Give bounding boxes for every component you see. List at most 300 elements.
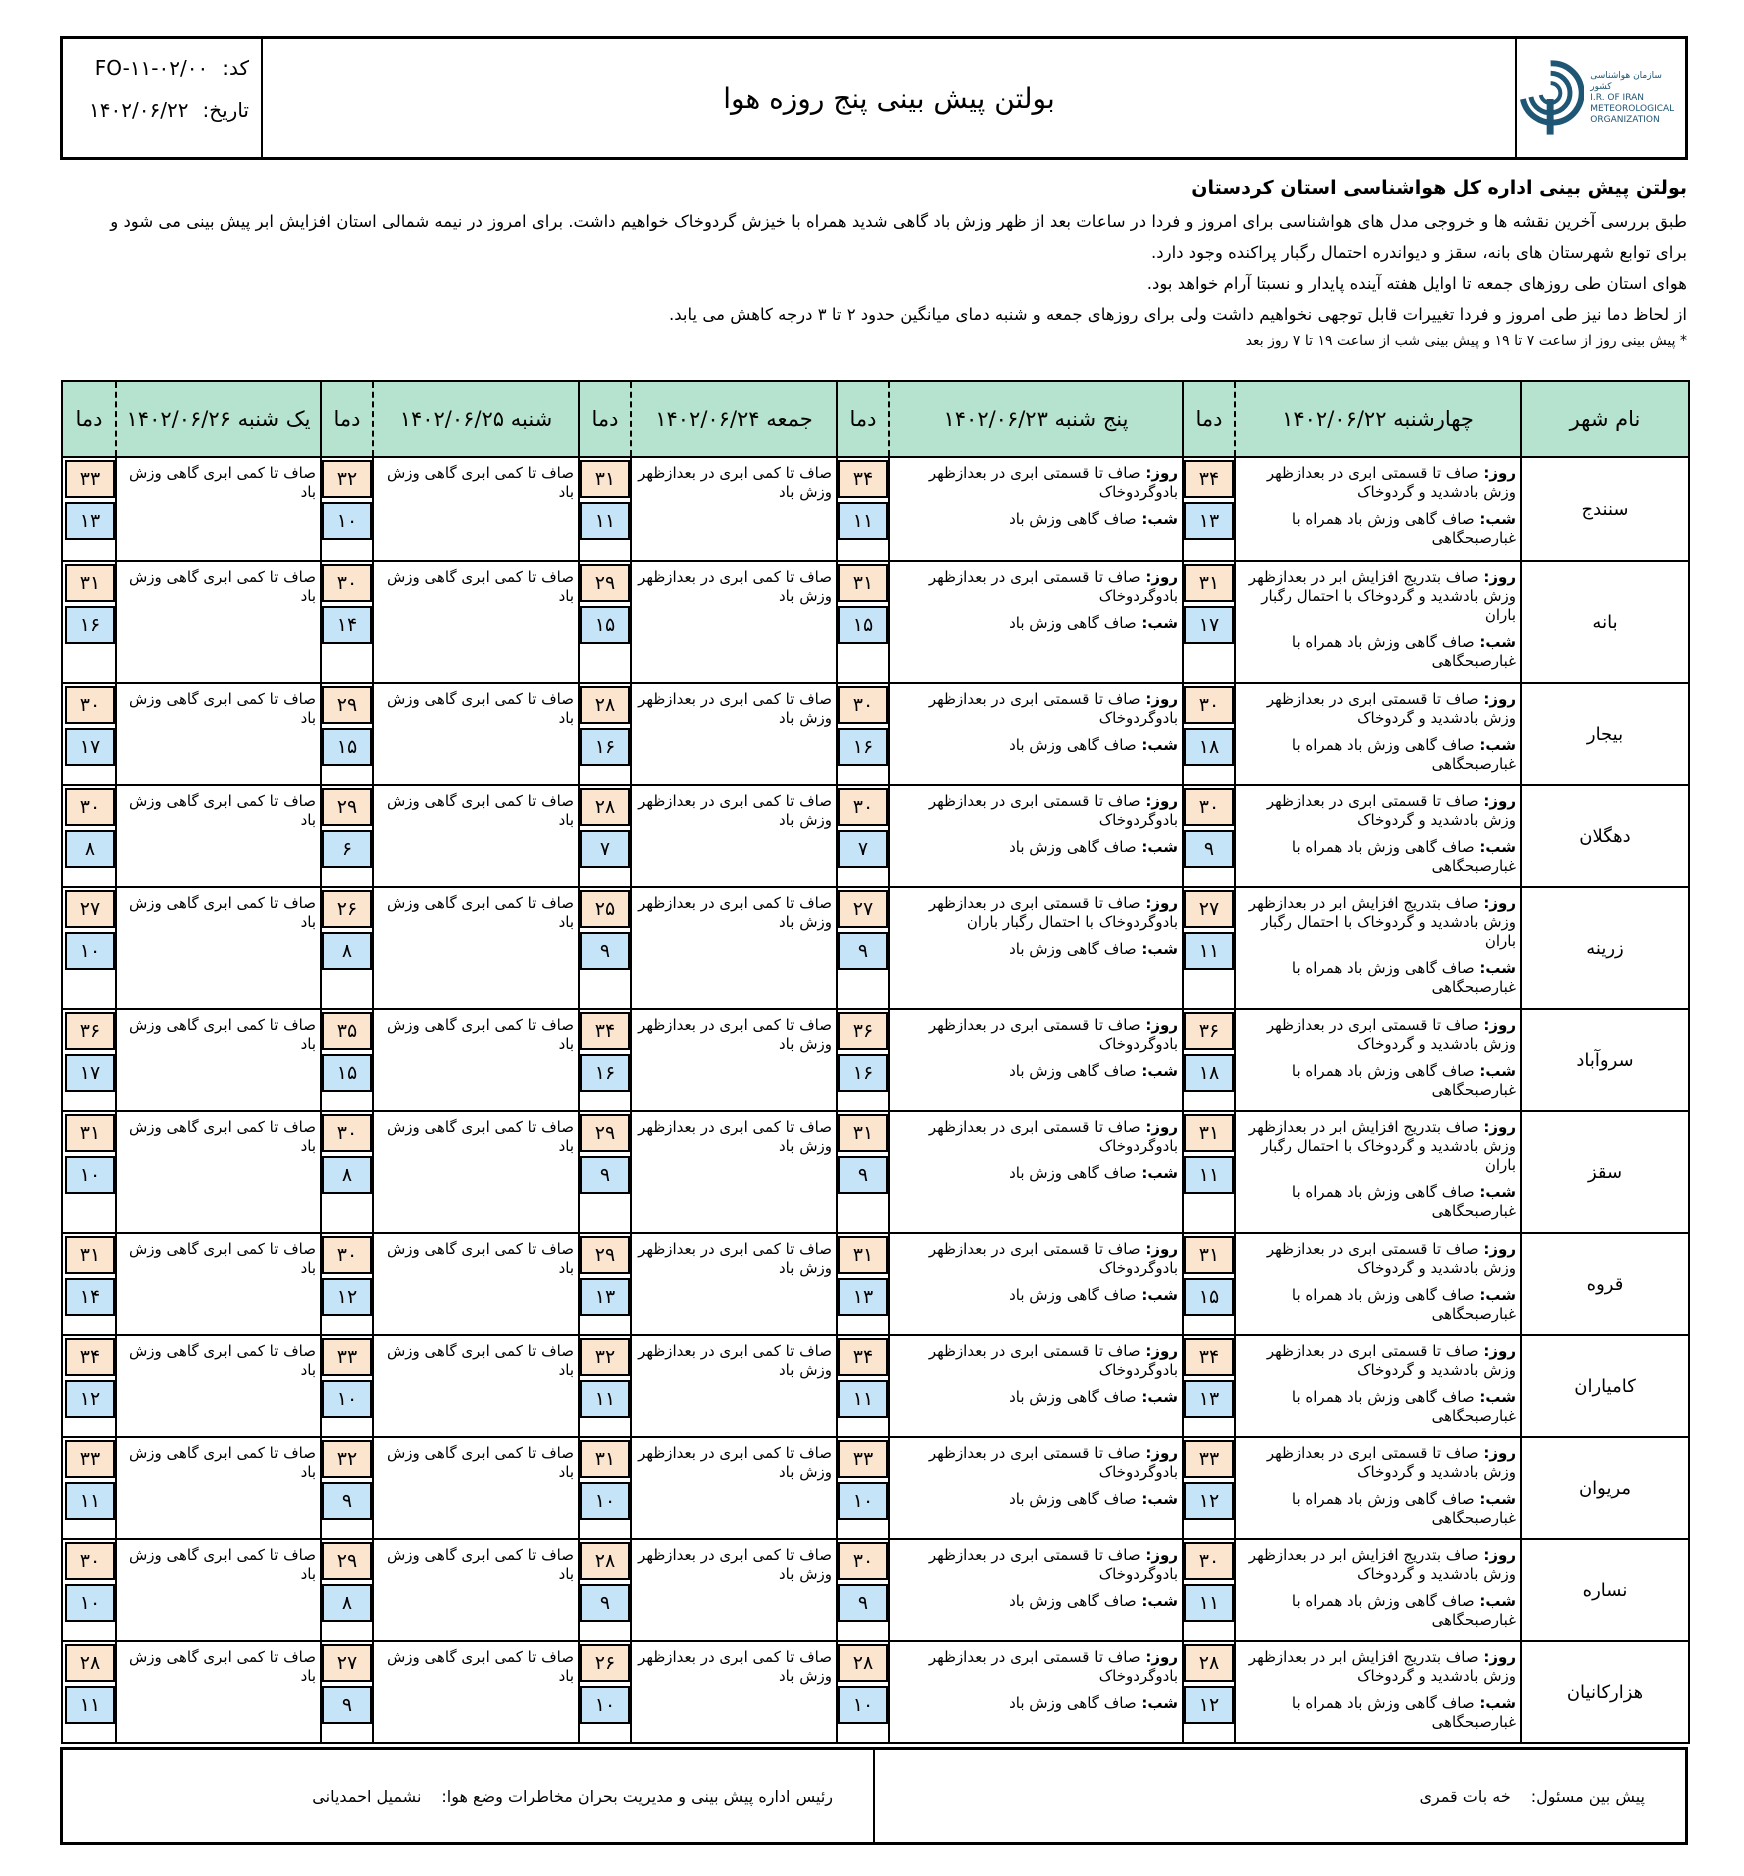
max-temperature: ۲۸ [580, 1542, 630, 1580]
min-temperature: ۱۳ [580, 1278, 630, 1316]
day-forecast-text: صاف تا قسمتی ابری در بعدازظهر بادوگردوخاک [928, 1240, 1178, 1277]
forecast-cell-day-4 [373, 887, 579, 1009]
max-temperature: ۳۲ [322, 460, 372, 498]
night-forecast [896, 1388, 1178, 1407]
min-temperature: ۷ [580, 830, 630, 868]
night-forecast [1242, 1286, 1516, 1324]
forecast-cell-day-1 [1235, 1335, 1521, 1437]
forecast-cell-day-3 [631, 1111, 837, 1233]
min-temperature: ۱۶ [65, 606, 115, 644]
forecast-cell-day-3 [631, 887, 837, 1009]
night-forecast [896, 940, 1178, 959]
min-temperature: ۱۸ [1184, 728, 1234, 766]
forecast-text: صاف تا کمی ابری گاهی وزش باد [386, 690, 574, 727]
forecast-text: صاف تا کمی ابری گاهی وزش باد [386, 1016, 574, 1053]
min-temperature: ۷ [838, 830, 888, 868]
temperature-cell-day-3 [579, 683, 631, 785]
night-forecast [1242, 510, 1516, 548]
day-label: روز: [1483, 1444, 1516, 1462]
max-temperature: ۳۰ [322, 564, 372, 602]
day-forecast [896, 894, 1178, 932]
max-temperature: ۳۱ [65, 1114, 115, 1152]
forecast-cell-day-4 [373, 1111, 579, 1233]
min-temperature: ۱۵ [322, 1054, 372, 1092]
day-label: روز: [1145, 1240, 1178, 1258]
day-label: روز: [1483, 464, 1516, 482]
max-temperature: ۲۸ [65, 1644, 115, 1682]
night-label: شب: [1479, 1388, 1516, 1406]
min-temperature: ۹ [322, 1482, 372, 1520]
temperature-cell-day-1 [1183, 1539, 1235, 1641]
city-name: نساره [1521, 1539, 1689, 1641]
min-temperature: ۹ [580, 932, 630, 970]
min-temperature: ۱۸ [1184, 1054, 1234, 1092]
min-temperature: ۱۰ [322, 1380, 372, 1418]
temperature-cell-day-2 [837, 561, 889, 683]
min-temperature: ۱۰ [65, 1156, 115, 1194]
day-label: روز: [1145, 690, 1178, 708]
night-forecast-text: صاف گاهی وزش باد همراه با غبارصبحگاهی [1291, 1183, 1516, 1220]
night-forecast-text: صاف گاهی وزش باد [1009, 940, 1137, 958]
forecaster-label: پیش بین مسئول: [1530, 1786, 1645, 1806]
temperature-cell-day-4 [321, 785, 373, 887]
min-temperature: ۱۵ [580, 606, 630, 644]
forecast-text: صاف تا کمی ابری گاهی وزش باد [128, 1240, 316, 1277]
forecast-cell-day-1 [1235, 887, 1521, 1009]
forecast-cell-day-5 [116, 1437, 321, 1539]
max-temperature: ۳۰ [838, 1542, 888, 1580]
column-header-day-1: چهارشنبه ۱۴۰۲/۰۶/۲۲ [1235, 381, 1521, 457]
day-forecast [896, 1444, 1178, 1482]
forecast-cell-day-3 [631, 457, 837, 561]
temperature-cell-day-5 [62, 1437, 116, 1539]
min-temperature: ۱۶ [580, 1054, 630, 1092]
night-forecast [896, 838, 1178, 857]
min-temperature: ۱۱ [580, 502, 630, 540]
min-temperature: ۹ [580, 1584, 630, 1622]
night-forecast-text: صاف گاهی وزش باد همراه با غبارصبحگاهی [1291, 1286, 1516, 1323]
min-temperature: ۱۰ [580, 1686, 630, 1724]
max-temperature: ۲۷ [65, 890, 115, 928]
day-label: روز: [1145, 1546, 1178, 1564]
min-temperature: ۱۷ [65, 1054, 115, 1092]
max-temperature: ۳۰ [1184, 1542, 1234, 1580]
day-forecast-text: صاف بتدریج افزایش ابر در بعدازظهر وزش بادشدید و گردوخاک با احتمال رگبار باران [1248, 894, 1516, 950]
min-temperature: ۱۵ [322, 728, 372, 766]
forecast-text: صاف تا کمی ابری گاهی وزش باد [128, 792, 316, 829]
night-label: شب: [1479, 633, 1516, 651]
bulletin-title: بولتن پیش بینی پنج روزه هوا [723, 81, 1055, 115]
temperature-cell-day-3 [579, 1641, 631, 1743]
forecast-cell-day-2 [889, 1641, 1183, 1743]
forecast-text: صاف تا کمی ابری گاهی وزش باد [128, 464, 316, 501]
day-label: روز: [1483, 792, 1516, 810]
day-label: روز: [1483, 894, 1516, 912]
min-temperature: ۱۴ [65, 1278, 115, 1316]
forecast-text: صاف تا کمی ابری گاهی وزش باد [386, 1546, 574, 1583]
forecast-cell-day-5 [116, 785, 321, 887]
max-temperature: ۳۱ [580, 1440, 630, 1478]
max-temperature: ۲۷ [322, 1644, 372, 1682]
night-forecast-text: صاف گاهی وزش باد [1009, 1490, 1137, 1508]
max-temperature: ۳۴ [65, 1338, 115, 1376]
forecast-text: صاف تا کمی ابری گاهی وزش باد [386, 568, 574, 605]
night-forecast-text: صاف گاهی وزش باد همراه با غبارصبحگاهی [1291, 633, 1516, 670]
day-label: روز: [1483, 1118, 1516, 1136]
intro-note: * پیش بینی روز از ساعت ۷ تا ۱۹ و پیش بینی شب از ساعت ۱۹ تا ۷ روز بعد [1245, 333, 1687, 349]
night-label: شب: [1141, 1286, 1178, 1304]
city-name: مریوان [1521, 1437, 1689, 1539]
table-row [62, 1233, 1689, 1335]
city-name: سقز [1521, 1111, 1689, 1233]
night-forecast [1242, 1694, 1516, 1732]
table-row [62, 1641, 1689, 1743]
forecast-text: صاف تا کمی ابری گاهی وزش باد [128, 1546, 316, 1583]
city-name: قروه [1521, 1233, 1689, 1335]
night-forecast-text: صاف گاهی وزش باد [1009, 1388, 1137, 1406]
night-forecast-text: صاف گاهی وزش باد [1009, 838, 1137, 856]
head-signature [63, 1750, 873, 1842]
max-temperature: ۳۱ [580, 460, 630, 498]
night-forecast [896, 1062, 1178, 1081]
forecast-cell-day-5 [116, 1233, 321, 1335]
max-temperature: ۲۶ [580, 1644, 630, 1682]
day-label: روز: [1483, 1016, 1516, 1034]
day-forecast [896, 1016, 1178, 1054]
forecast-text: صاف تا کمی ابری در بعدازظهر وزش باد [638, 1016, 832, 1053]
temperature-cell-day-4 [321, 1009, 373, 1111]
night-forecast [896, 510, 1178, 529]
temperature-cell-day-2 [837, 1437, 889, 1539]
forecast-cell-day-4 [373, 1233, 579, 1335]
column-header-day-5: یک شنبه ۱۴۰۲/۰۶/۲۶ [116, 381, 321, 457]
min-temperature: ۱۱ [65, 1482, 115, 1520]
day-forecast-text: صاف تا قسمتی ابری در بعدازظهر بادوگردوخاک [928, 464, 1178, 501]
forecast-cell-day-2 [889, 1111, 1183, 1233]
temperature-cell-day-5 [62, 1111, 116, 1233]
min-temperature: ۹ [580, 1156, 630, 1194]
forecast-text: صاف تا کمی ابری گاهی وزش باد [386, 464, 574, 501]
day-forecast-text: صاف بتدریج افزایش ابر در بعدازظهر وزش بادشدید و گردوخاک با احتمال رگبار باران [1248, 568, 1516, 624]
day-forecast-text: صاف تا قسمتی ابری در بعدازظهر بادوگردوخاک [928, 1546, 1178, 1583]
forecast-cell-day-3 [631, 1437, 837, 1539]
night-forecast [896, 736, 1178, 755]
forecast-cell-day-3 [631, 1641, 837, 1743]
day-forecast [1242, 690, 1516, 728]
column-header-day-4: شنبه ۱۴۰۲/۰۶/۲۵ [373, 381, 579, 457]
day-forecast-text: صاف بتدریج افزایش ابر در بعدازظهر وزش بادشدید و گردوخاک [1248, 1546, 1516, 1583]
min-temperature: ۶ [322, 830, 372, 868]
forecast-cell-day-1 [1235, 683, 1521, 785]
day-forecast [1242, 1240, 1516, 1278]
day-forecast [1242, 464, 1516, 502]
max-temperature: ۲۹ [322, 1542, 372, 1580]
night-forecast [896, 1694, 1178, 1713]
temperature-cell-day-2 [837, 1009, 889, 1111]
temperature-cell-day-3 [579, 1009, 631, 1111]
head-label: رئیس اداره پیش بینی و مدیریت بحران مخاطرات وضع هوا: [441, 1786, 833, 1806]
temperature-cell-day-4 [321, 1641, 373, 1743]
night-label: شب: [1479, 1694, 1516, 1712]
max-temperature: ۳۰ [1184, 788, 1234, 826]
max-temperature: ۳۲ [580, 1338, 630, 1376]
intro-text [95, 172, 1687, 352]
temperature-cell-day-4 [321, 1233, 373, 1335]
night-forecast-text: صاف گاهی وزش باد [1009, 510, 1137, 528]
max-temperature: ۳۰ [838, 686, 888, 724]
forecast-cell-day-1 [1235, 1437, 1521, 1539]
day-forecast [896, 1240, 1178, 1278]
temperature-cell-day-1 [1183, 1111, 1235, 1233]
night-label: شب: [1141, 1062, 1178, 1080]
min-temperature: ۱۱ [580, 1380, 630, 1418]
night-forecast-text: صاف گاهی وزش باد همراه با غبارصبحگاهی [1291, 1694, 1516, 1731]
max-temperature: ۲۷ [838, 890, 888, 928]
logo [1515, 39, 1685, 157]
day-label: روز: [1145, 1118, 1178, 1136]
temperature-cell-day-5 [62, 683, 116, 785]
night-label: شب: [1479, 736, 1516, 754]
temperature-cell-day-5 [62, 1009, 116, 1111]
forecast-cell-day-1 [1235, 1233, 1521, 1335]
night-forecast-text: صاف گاهی وزش باد همراه با غبارصبحگاهی [1291, 959, 1516, 996]
day-forecast-text: صاف تا قسمتی ابری در بعدازظهر بادوگردوخاک [928, 1648, 1178, 1685]
max-temperature: ۳۳ [838, 1440, 888, 1478]
day-forecast [896, 568, 1178, 606]
max-temperature: ۳۱ [1184, 1236, 1234, 1274]
max-temperature: ۳۰ [65, 686, 115, 724]
forecast-cell-day-4 [373, 683, 579, 785]
min-temperature: ۱۰ [838, 1686, 888, 1724]
max-temperature: ۳۱ [65, 564, 115, 602]
forecast-cell-day-1 [1235, 561, 1521, 683]
city-name: زرینه [1521, 887, 1689, 1009]
temperature-cell-day-1 [1183, 1437, 1235, 1539]
column-header-temp: دما [321, 381, 373, 457]
forecast-text: صاف تا کمی ابری گاهی وزش باد [128, 1118, 316, 1155]
temperature-cell-day-5 [62, 1335, 116, 1437]
forecast-text: صاف تا کمی ابری گاهی وزش باد [386, 1118, 574, 1155]
forecast-text: صاف تا کمی ابری گاهی وزش باد [128, 690, 316, 727]
column-header-temp: دما [1183, 381, 1235, 457]
night-forecast-text: صاف گاهی وزش باد همراه با غبارصبحگاهی [1291, 1388, 1516, 1425]
forecast-cell-day-1 [1235, 785, 1521, 887]
min-temperature: ۱۲ [1184, 1482, 1234, 1520]
min-temperature: ۹ [838, 1156, 888, 1194]
forecast-cell-day-4 [373, 1641, 579, 1743]
night-label: شب: [1141, 1694, 1178, 1712]
column-header-day-2: پنج شنبه ۱۴۰۲/۰۶/۲۳ [889, 381, 1183, 457]
night-label: شب: [1141, 510, 1178, 528]
max-temperature: ۳۰ [65, 1542, 115, 1580]
intro-paragraph-3: از لحاظ دما نیز طی امروز و فردا تغییرات قابل توجهی نخواهیم داشت ولی برای روزهای جمعه و شنبه دمای میانگین حدود ۲ تا ۳ درجه کاهش می یابد. [669, 305, 1687, 324]
table-header-row [62, 381, 1689, 457]
forecast-text: صاف تا کمی ابری در بعدازظهر وزش باد [638, 792, 832, 829]
temperature-cell-day-1 [1183, 457, 1235, 561]
forecast-cell-day-5 [116, 1335, 321, 1437]
night-forecast [1242, 959, 1516, 997]
temperature-cell-day-2 [837, 1335, 889, 1437]
temperature-cell-day-2 [837, 683, 889, 785]
day-forecast [896, 690, 1178, 728]
intro-paragraph-1: طبق بررسی آخرین نقشه ها و خروجی مدل های هواشناسی برای امروز و فردا در ساعات بعد از ظهر وزش باد گاهی شدید همراه با خیزش گردوخاک خواهیم داشت. برای امروز در نیمه شمالی استان افزایش ابر پیش بینی می شود و برای توابع شهرستان های بانه، سقز و دیواندره احتمال رگبار پراکنده وجود دارد. [110, 212, 1687, 262]
min-temperature: ۱۰ [65, 1584, 115, 1622]
night-label: شب: [1479, 1183, 1516, 1201]
temperature-cell-day-3 [579, 785, 631, 887]
meteorological-organization-logo-icon [1517, 59, 1584, 137]
forecast-cell-day-5 [116, 1539, 321, 1641]
column-header-day-3: جمعه ۱۴۰۲/۰۶/۲۴ [631, 381, 837, 457]
max-temperature: ۲۵ [580, 890, 630, 928]
forecast-text: صاف تا کمی ابری در بعدازظهر وزش باد [638, 1342, 832, 1379]
table-row [62, 683, 1689, 785]
night-label: شب: [1141, 1388, 1178, 1406]
forecast-text: صاف تا کمی ابری در بعدازظهر وزش باد [638, 1648, 832, 1685]
forecast-text: صاف تا کمی ابری گاهی وزش باد [386, 792, 574, 829]
city-name: بانه [1521, 561, 1689, 683]
forecast-text: صاف تا کمی ابری گاهی وزش باد [128, 1444, 316, 1481]
column-header-city: نام شهر [1521, 381, 1689, 457]
night-label: شب: [1141, 838, 1178, 856]
table-row [62, 561, 1689, 683]
forecast-cell-day-4 [373, 785, 579, 887]
min-temperature: ۹ [838, 932, 888, 970]
forecast-table [61, 380, 1690, 1744]
max-temperature: ۳۴ [580, 1012, 630, 1050]
temperature-cell-day-2 [837, 1111, 889, 1233]
max-temperature: ۲۹ [580, 1236, 630, 1274]
min-temperature: ۱۱ [1184, 1156, 1234, 1194]
min-temperature: ۹ [838, 1584, 888, 1622]
day-forecast [1242, 894, 1516, 951]
min-temperature: ۱۳ [1184, 502, 1234, 540]
max-temperature: ۲۶ [322, 890, 372, 928]
forecast-cell-day-4 [373, 1539, 579, 1641]
min-temperature: ۹ [322, 1686, 372, 1724]
day-forecast-text: صاف تا قسمتی ابری در بعدازظهر وزش بادشدید و گردوخاک [1266, 464, 1516, 501]
night-forecast-text: صاف گاهی وزش باد همراه با غبارصبحگاهی [1291, 1062, 1516, 1099]
day-forecast-text: صاف تا قسمتی ابری در بعدازظهر وزش بادشدید و گردوخاک [1266, 1342, 1516, 1379]
city-name: دهگلان [1521, 785, 1689, 887]
temperature-cell-day-1 [1183, 561, 1235, 683]
forecast-text: صاف تا کمی ابری گاهی وزش باد [128, 568, 316, 605]
forecast-cell-day-4 [373, 1437, 579, 1539]
max-temperature: ۲۷ [1184, 890, 1234, 928]
temperature-cell-day-1 [1183, 785, 1235, 887]
min-temperature: ۱۰ [580, 1482, 630, 1520]
forecast-cell-day-2 [889, 887, 1183, 1009]
day-label: روز: [1483, 1648, 1516, 1666]
code-value: FO-۱۱-۰۲/۰۰ [94, 56, 209, 80]
day-forecast-text: صاف تا قسمتی ابری در بعدازظهر وزش بادشدید و گردوخاک [1266, 690, 1516, 727]
min-temperature: ۱۳ [838, 1278, 888, 1316]
night-forecast-text: صاف گاهی وزش باد [1009, 736, 1137, 754]
forecast-text: صاف تا کمی ابری گاهی وزش باد [128, 1016, 316, 1053]
night-forecast [1242, 1183, 1516, 1221]
forecast-text: صاف تا کمی ابری در بعدازظهر وزش باد [638, 1444, 832, 1481]
min-temperature: ۱۲ [1184, 1686, 1234, 1724]
day-label: روز: [1145, 894, 1178, 912]
min-temperature: ۱۵ [838, 606, 888, 644]
max-temperature: ۲۹ [322, 686, 372, 724]
day-forecast [896, 1648, 1178, 1686]
night-forecast-text: صاف گاهی وزش باد [1009, 1286, 1137, 1304]
max-temperature: ۳۳ [1184, 1440, 1234, 1478]
min-temperature: ۸ [65, 830, 115, 868]
forecast-cell-day-1 [1235, 1641, 1521, 1743]
table-row [62, 1111, 1689, 1233]
max-temperature: ۳۱ [838, 564, 888, 602]
forecast-cell-day-4 [373, 1335, 579, 1437]
max-temperature: ۳۶ [65, 1012, 115, 1050]
table-row [62, 457, 1689, 561]
city-name: کامیاران [1521, 1335, 1689, 1437]
forecast-cell-day-5 [116, 1009, 321, 1111]
max-temperature: ۳۴ [838, 460, 888, 498]
night-label: شب: [1479, 959, 1516, 977]
column-header-temp: دما [837, 381, 889, 457]
day-forecast [896, 792, 1178, 830]
min-temperature: ۱۱ [65, 1686, 115, 1724]
temperature-cell-day-5 [62, 887, 116, 1009]
max-temperature: ۲۹ [580, 564, 630, 602]
forecast-cell-day-2 [889, 1233, 1183, 1335]
temperature-cell-day-1 [1183, 1335, 1235, 1437]
day-forecast-text: صاف تا قسمتی ابری در بعدازظهر بادوگردوخاک با احتمال رگبار باران [928, 894, 1178, 931]
min-temperature: ۱۲ [322, 1278, 372, 1316]
forecast-cell-day-2 [889, 1009, 1183, 1111]
temperature-cell-day-2 [837, 457, 889, 561]
min-temperature: ۱۵ [1184, 1278, 1234, 1316]
min-temperature: ۱۳ [1184, 1380, 1234, 1418]
max-temperature: ۳۴ [1184, 1338, 1234, 1376]
min-temperature: ۱۷ [65, 728, 115, 766]
day-label: روز: [1145, 568, 1178, 586]
max-temperature: ۲۸ [838, 1644, 888, 1682]
day-forecast [1242, 1648, 1516, 1686]
max-temperature: ۳۳ [65, 1440, 115, 1478]
table-row [62, 1437, 1689, 1539]
night-forecast-text: صاف گاهی وزش باد همراه با غبارصبحگاهی [1291, 736, 1516, 773]
forecast-cell-day-1 [1235, 457, 1521, 561]
forecast-cell-day-3 [631, 1233, 837, 1335]
day-label: روز: [1483, 568, 1516, 586]
min-temperature: ۱۳ [65, 502, 115, 540]
max-temperature: ۲۹ [322, 788, 372, 826]
forecast-cell-day-3 [631, 1335, 837, 1437]
max-temperature: ۳۰ [1184, 686, 1234, 724]
forecast-text: صاف تا کمی ابری گاهی وزش باد [128, 894, 316, 931]
min-temperature: ۱۷ [1184, 606, 1234, 644]
forecast-cell-day-5 [116, 1111, 321, 1233]
temperature-cell-day-1 [1183, 683, 1235, 785]
forecaster-signature [873, 1750, 1685, 1842]
temperature-cell-day-2 [837, 785, 889, 887]
forecast-cell-day-4 [373, 561, 579, 683]
temperature-cell-day-4 [321, 683, 373, 785]
forecast-cell-day-5 [116, 1641, 321, 1743]
day-label: روز: [1145, 1444, 1178, 1462]
forecast-text: صاف تا کمی ابری در بعدازظهر وزش باد [638, 1546, 832, 1583]
forecast-cell-day-2 [889, 1335, 1183, 1437]
table-row [62, 1539, 1689, 1641]
forecast-cell-day-1 [1235, 1539, 1521, 1641]
day-forecast [896, 464, 1178, 502]
max-temperature: ۳۱ [838, 1114, 888, 1152]
forecast-text: صاف تا کمی ابری در بعدازظهر وزش باد [638, 690, 832, 727]
max-temperature: ۳۲ [322, 1440, 372, 1478]
min-temperature: ۱۴ [322, 606, 372, 644]
